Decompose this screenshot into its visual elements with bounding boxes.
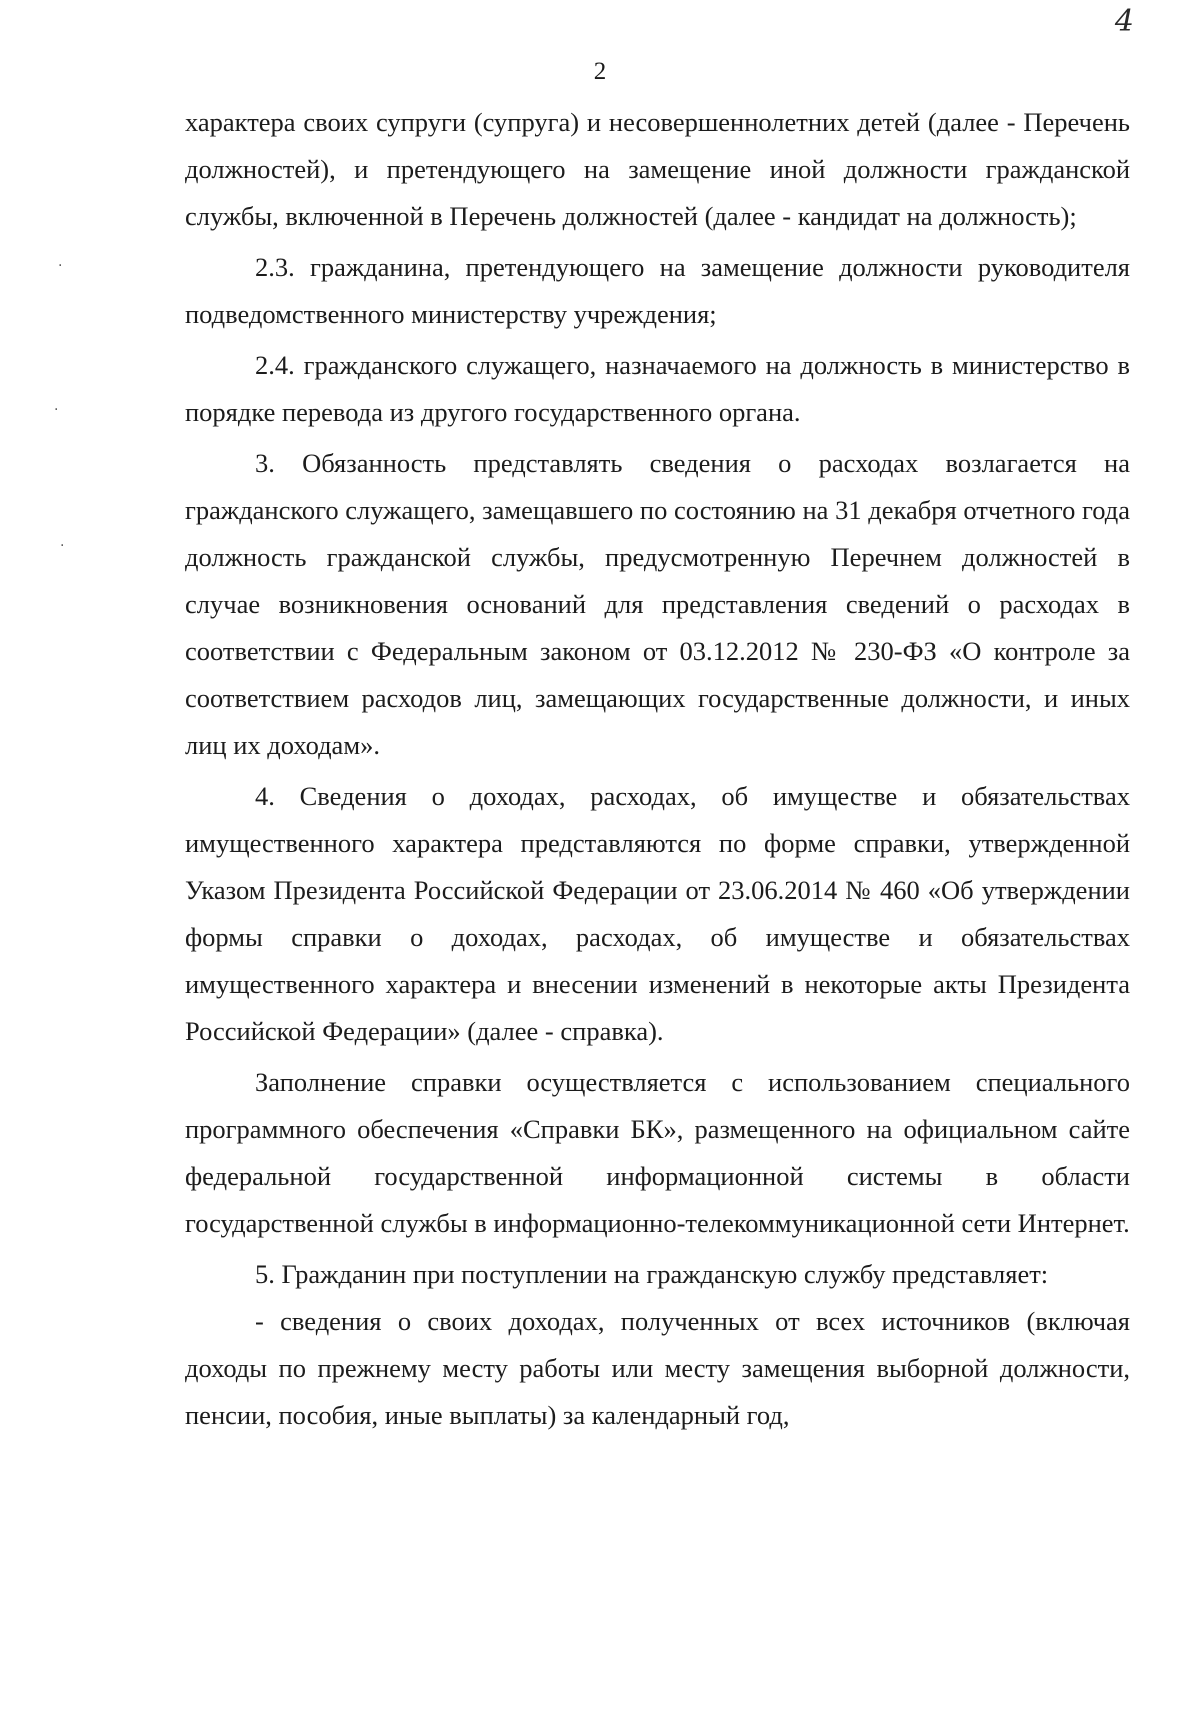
- page-number: 2: [593, 58, 607, 85]
- paragraph: 2.4. гражданского служащего, назначаемого на должность в министерство в порядке перевода из другого государственного органа.: [185, 350, 1130, 427]
- paragraph: 4. Сведения о доходах, расходах, об имуществе и обязательствах имущественного характера представляются по форме справки, утвержденной Указом Президента Российской Федерации от 23.06.2014 № 460 «Об утверждении формы справки о доходах, расходах, об имуществе и обязательствах имущественного характера и внесении изменений в некоторые акты Президента Российской Федерации» (далее - справка).: [185, 781, 1130, 1046]
- handwritten-page-mark: 4: [1114, 4, 1134, 39]
- scan-speck: ·: [60, 538, 65, 554]
- paragraph: 5. Гражданин при поступлении на гражданскую службу представляет:: [255, 1259, 1049, 1289]
- document-body: [185, 99, 1130, 1439]
- scan-speck: ·: [58, 258, 63, 274]
- scan-speck: ·: [54, 402, 59, 418]
- paragraph: характера своих супруги (супруга) и несовершеннолетних детей (далее - Перечень должностей), и претендующего на замещение иной должности гражданской службы, включенной в Перечень должностей (далее - кандидат на должность);: [185, 107, 1130, 231]
- paragraph: 3. Обязанность представлять сведения о расходах возлагается на гражданского служащего, замещавшего по состоянию на 31 декабря отчетного года должность гражданской службы, предусмотренную Перечнем должностей в случае возникновения оснований для представления сведений о расходах в соответствии с Федеральным законом от 03.12.2012 № 230-ФЗ «О контроле за соответствием расходов лиц, замещающих государственные должности, и иных лиц их доходам».: [185, 448, 1130, 760]
- paragraph: - сведения о своих доходах, полученных от всех источников (включая доходы по прежнему месту работы или месту замещения выборной должности, пенсии, пособия, иные выплаты) за календарный год,: [185, 1306, 1130, 1430]
- paragraph: Заполнение справки осуществляется с использованием специального программного обеспечения «Справки БК», размещенного на официальном сайте федеральной государственной информационной системы в области государственной службы в информационно-телекоммуникационной сети Интернет.: [185, 1067, 1130, 1238]
- paragraph: 2.3. гражданина, претендующего на замещение должности руководителя подведомственного министерству учреждения;: [185, 252, 1130, 329]
